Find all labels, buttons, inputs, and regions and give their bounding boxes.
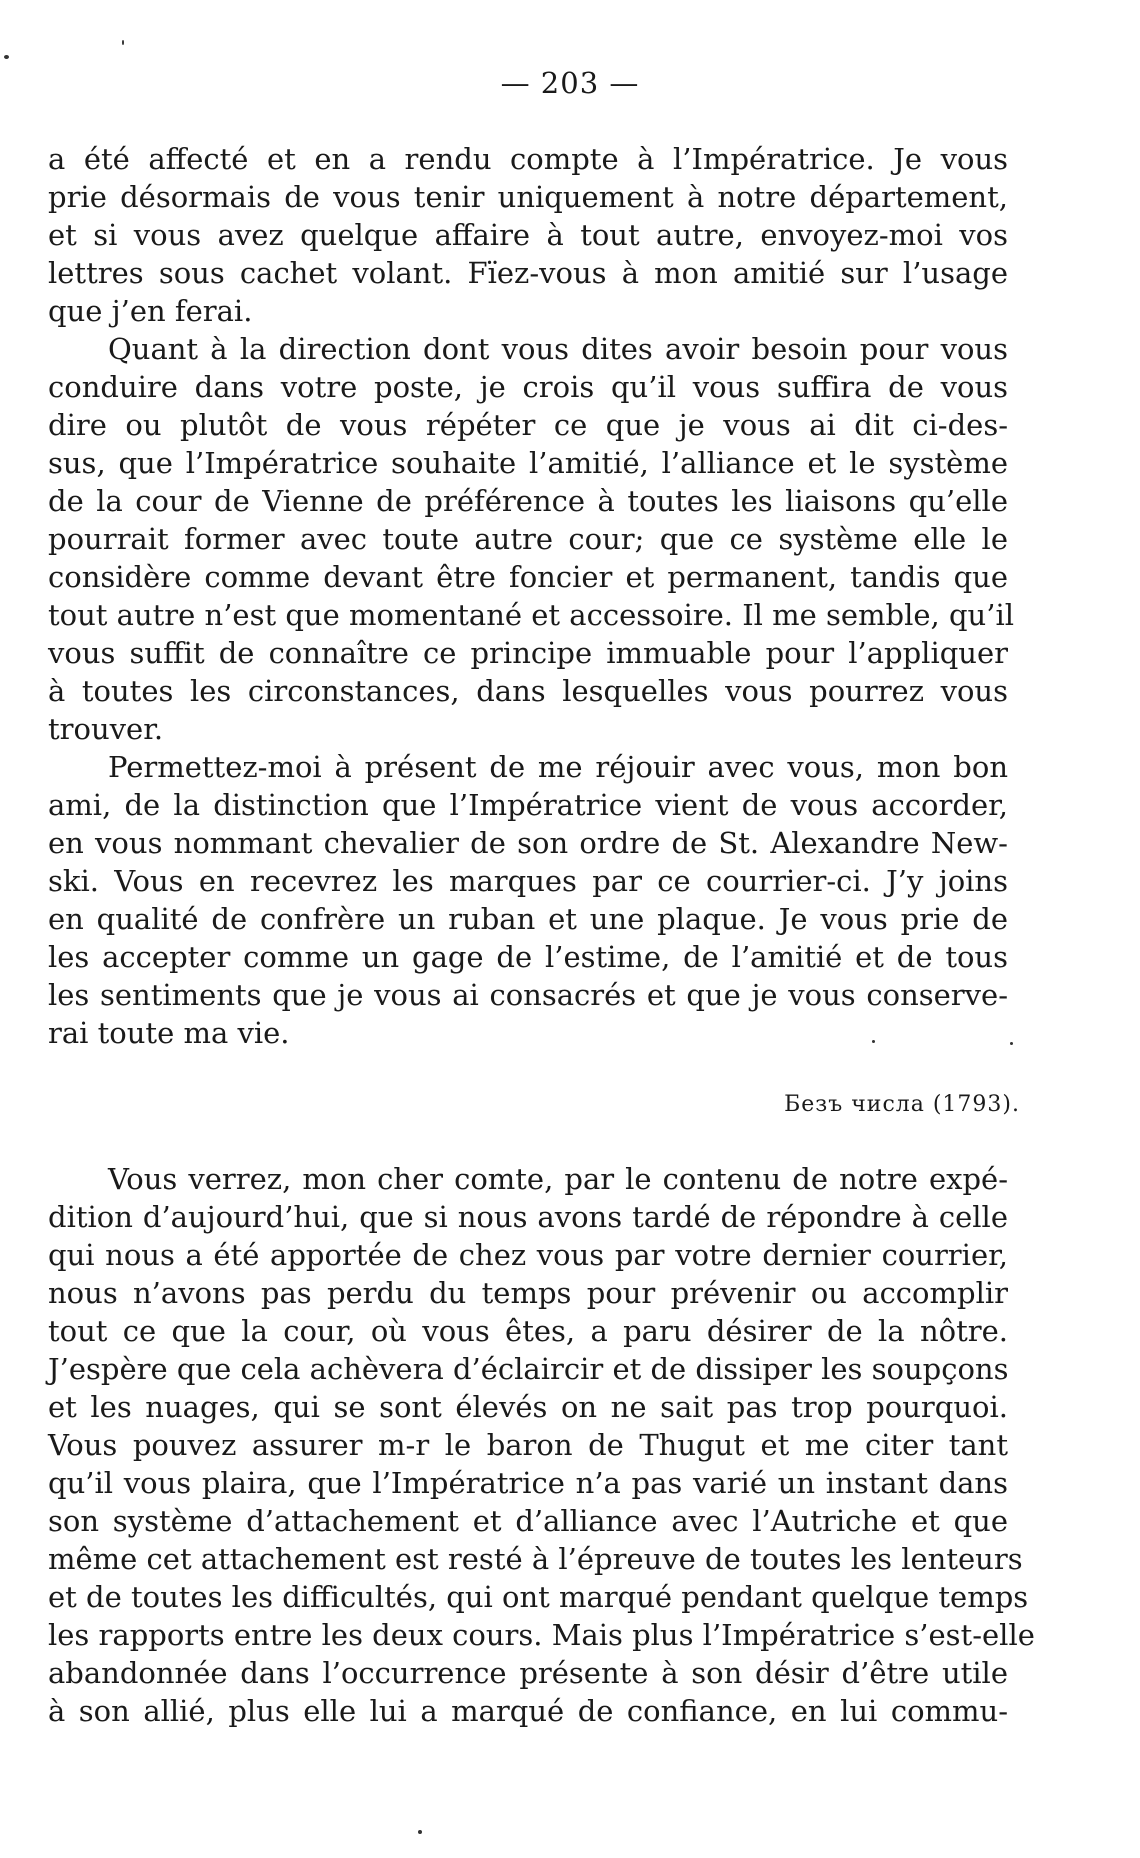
- text-line: en vous nommant chevalier de son ordre de St. Alexandre New-: [48, 826, 1008, 860]
- text-line: ski. Vous en recevrez les marques par ce courrier-ci. J’y joins: [48, 864, 1008, 898]
- text-line: en qualité de confrère un ruban et une plaque. Je vous prie de: [48, 902, 1008, 936]
- text-line: pourrait former avec toute autre cour; que ce système elle le: [48, 522, 1008, 556]
- text-line: à toutes les circonstances, dans lesquelles vous pourrez vous: [48, 674, 1008, 708]
- date-line: Безъ числа (1793).: [784, 1092, 1020, 1117]
- text-line: a été affecté et en a rendu compte à l’Impératrice. Je vous: [48, 142, 1008, 176]
- text-line: tout autre n’est que momentané et accessoire. Il me semble, qu’il: [48, 598, 1015, 632]
- text-line: tout ce que la cour, où vous êtes, a paru désirer de la nôtre.: [48, 1314, 1008, 1348]
- text-line: rai toute ma vie.: [48, 1016, 290, 1050]
- text-line: dire ou plutôt de vous répéter ce que je vous ai dit ci-des-: [48, 408, 1008, 442]
- text-line: Quant à la direction dont vous dites avoir besoin pour vous: [108, 332, 1008, 366]
- text-line: qu’il vous plaira, que l’Impératrice n’a pas varié un instant dans: [48, 1466, 1008, 1500]
- text-line: ami, de la distinction que l’Impératrice vient de vous accorder,: [48, 788, 1008, 822]
- text-line: Vous verrez, mon cher comte, par le contenu de notre expé-: [108, 1162, 1008, 1196]
- text-line: de la cour de Vienne de préférence à toutes les liaisons qu’elle: [48, 484, 1008, 518]
- text-line: et les nuages, qui se sont élevés on ne sait pas trop pourquoi.: [48, 1390, 1008, 1424]
- text-line: abandonnée dans l’occurrence présente à son désir d’être utile: [48, 1656, 1008, 1690]
- text-line: Permettez-moi à présent de me réjouir avec vous, mon bon: [108, 750, 1008, 784]
- text-line: vous suffit de connaître ce principe immuable pour l’appliquer: [48, 636, 1008, 670]
- text-line: les rapports entre les deux cours. Mais plus l’Impératrice s’est-elle: [48, 1618, 1035, 1652]
- text-line: même cet attachement est resté à l’épreuve de toutes les lenteurs: [48, 1542, 1023, 1576]
- text-line: les sentiments que je vous ai consacrés et que je vous conserve-: [48, 978, 1008, 1012]
- page-number: — 203 —: [500, 66, 640, 100]
- text-line: Vous pouvez assurer m-r le baron de Thugut et me citer tant: [48, 1428, 1008, 1462]
- text-line: lettres sous cachet volant. Fïez-vous à mon amitié sur l’usage: [48, 256, 1008, 290]
- text-line: conduire dans votre poste, je crois qu’il vous suffira de vous: [48, 370, 1008, 404]
- scan-speck: [4, 55, 9, 59]
- scan-speck: [122, 40, 124, 45]
- text-line: et de toutes les difficultés, qui ont marqué pendant quelque temps: [48, 1580, 1029, 1614]
- text-line: dition d’aujourd’hui, que si nous avons tardé de répondre à celle: [48, 1200, 1008, 1234]
- text-line: nous n’avons pas perdu du temps pour prévenir ou accomplir: [48, 1276, 1008, 1310]
- text-line: et si vous avez quelque affaire à tout autre, envoyez-moi vos: [48, 218, 1008, 252]
- text-line: trouver.: [48, 712, 164, 746]
- scan-speck: [872, 1040, 875, 1043]
- letter-1-text: [48, 140, 1015, 1052]
- text-line: à son allié, plus elle lui a marqué de confiance, en lui commu-: [48, 1694, 1008, 1728]
- scan-speck: [418, 1830, 422, 1834]
- letter-2-text: [48, 1160, 1035, 1730]
- text-line: prie désormais de vous tenir uniquement à notre département,: [48, 180, 1008, 214]
- text-line: qui nous a été apportée de chez vous par votre dernier courrier,: [48, 1238, 1008, 1272]
- text-line: les accepter comme un gage de l’estime, de l’amitié et de tous: [48, 940, 1008, 974]
- scan-speck: [1010, 1042, 1013, 1045]
- text-line: son système d’attachement et d’alliance avec l’Autriche et que: [48, 1504, 1008, 1538]
- text-line: considère comme devant être foncier et permanent, tandis que: [48, 560, 1008, 594]
- text-line: que j’en ferai.: [48, 294, 253, 328]
- text-line: sus, que l’Impératrice souhaite l’amitié, l’alliance et le système: [48, 446, 1008, 480]
- text-line: J’espère que cela achèvera d’éclaircir et de dissiper les soupçons: [48, 1352, 1009, 1386]
